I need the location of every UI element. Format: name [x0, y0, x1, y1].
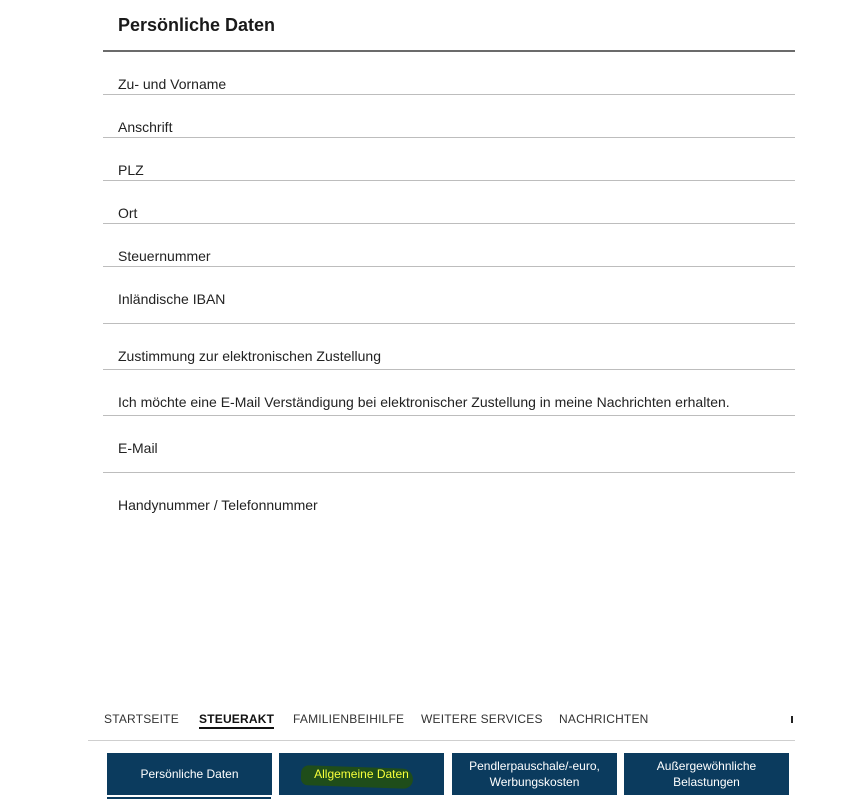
nav-overflow-marker — [791, 716, 793, 723]
field-label-iban: Inländische IBAN — [118, 291, 226, 307]
tab-pendlerpauschale[interactable] — [452, 753, 617, 795]
personal-data-list — [103, 52, 795, 516]
tab-label: Außergewöhnliche Belastungen — [656, 759, 757, 789]
tab-allgemeine-daten[interactable] — [279, 753, 444, 795]
field-label-city: Ort — [118, 205, 138, 221]
nav-item-nachrichten[interactable]: NACHRICHTEN — [559, 712, 649, 726]
nav-item-steuerakt[interactable]: STEUERAKT — [199, 712, 274, 729]
field-label-address: Anschrift — [118, 119, 173, 135]
tab-label: Allgemeine Daten — [314, 767, 409, 781]
main-navigation — [88, 700, 795, 741]
field-label-phone: Handynummer / Telefonnummer — [118, 497, 318, 513]
field-label-name: Zu- und Vorname — [118, 76, 227, 92]
field-row-city — [103, 181, 795, 224]
tab-persoenliche-daten[interactable] — [107, 753, 272, 795]
page-title: Persönliche Daten — [118, 15, 276, 35]
field-label-email-notification: Ich möchte eine E-Mail Verständigung bei elektronischer Zustellung in meine Nachrichten erhalten. — [118, 394, 730, 410]
field-row-tax-number — [103, 224, 795, 267]
field-label-email: E-Mail — [118, 440, 158, 456]
field-row-phone — [103, 473, 795, 516]
nav-item-startseite[interactable]: STARTSEITE — [104, 712, 179, 726]
field-label-postcode: PLZ — [118, 162, 144, 178]
tab-label: Persönliche Daten — [140, 767, 239, 781]
section-header — [103, 0, 795, 52]
tab-label: Pendlerpauschale/-euro, Werbungskosten — [469, 759, 600, 789]
field-row-name — [103, 52, 795, 95]
nav-item-familienbeihilfe[interactable]: FAMILIENBEIHILFE — [293, 712, 405, 726]
tab-aussergewoehnliche-belastungen[interactable] — [624, 753, 789, 795]
field-label-electronic-delivery: Zustimmung zur elektronischen Zustellung — [118, 348, 382, 364]
field-row-iban — [103, 267, 795, 324]
field-row-email — [103, 416, 795, 473]
field-row-electronic-delivery — [103, 324, 795, 370]
field-label-tax-number: Steuernummer — [118, 248, 211, 264]
active-tab-indicator — [107, 797, 271, 799]
field-row-email-notification — [103, 370, 795, 416]
field-row-postcode — [103, 138, 795, 181]
field-row-address — [103, 95, 795, 138]
nav-item-weitere-services[interactable]: WEITERE SERVICES — [421, 712, 543, 726]
